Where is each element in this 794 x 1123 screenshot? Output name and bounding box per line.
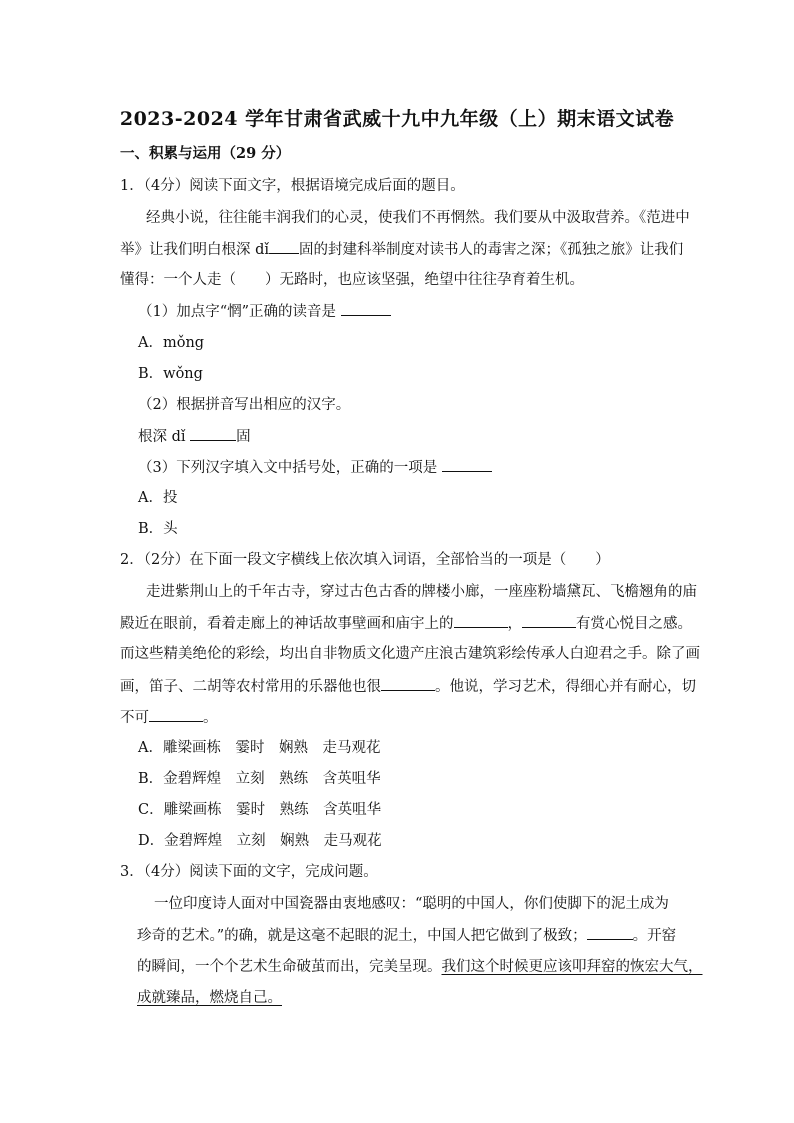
q2-passage-line-3: 而这些精美绝伦的彩绘，均出自非物质文化遗产庄浪古建筑彩绘传承人白迎君之手。除了画	[120, 646, 700, 662]
fill-blank	[587, 925, 633, 940]
q1-sub1-option-a: A．mǒng	[138, 335, 205, 351]
fill-blank	[190, 426, 236, 441]
q3-passage-line-4	[137, 988, 282, 1008]
q1-sub-question-1	[138, 301, 391, 322]
q1-passage-line-2-b: 固的封建科举制度对读书人的毒害之深；《孤独之旅》让我们	[299, 242, 684, 258]
q2-passage-line-1: 走进紫荆山上的千年古寺，穿过古色古香的牌楼小廊，一座座粉墙黛瓦、飞檐翘角的庙	[146, 584, 697, 600]
q2-passage-line-2-b: ，	[507, 616, 522, 632]
q2-passage-line-5-b: 。	[203, 710, 218, 726]
fill-blank	[454, 613, 508, 628]
q3-passage-line-2	[137, 925, 676, 946]
q2-option-d: D．金碧辉煌 立刻 娴熟 走马观花	[138, 833, 382, 849]
q1-sub3-text: （3）下列汉字填入文中括号处，正确的一项是	[138, 460, 438, 476]
question-1-stem: 1．（4分）阅读下面文字，根据语境完成后面的题目。	[120, 178, 465, 194]
q1-sub2-answer-line	[138, 426, 251, 447]
q2-option-b: B．金碧辉煌 立刻 熟练 含英咀华	[138, 771, 381, 787]
q3-passage-line-2-a: 珍奇的艺术。”的确，就是这毫不起眼的泥土，中国人把它做到了极致；	[137, 928, 587, 944]
q1-sub1-text: （1）加点字“惘”正确的读音是	[138, 304, 337, 320]
q1-sub-question-2: （2）根据拼音写出相应的汉字。	[138, 397, 351, 413]
q1-sub3-option-a: A．投	[138, 490, 178, 506]
fill-blank	[341, 301, 391, 316]
q2-passage-line-4-b: 。他说，学习艺术，得细心并有耐心，切	[435, 679, 696, 695]
q2-passage-line-2	[120, 613, 692, 634]
section-heading: 一、积累与运用（29 分）	[120, 145, 291, 162]
q2-option-a: A．雕梁画栋 霎时 娴熟 走马观花	[138, 740, 381, 756]
q1-sub3-option-b: B．头	[138, 521, 178, 537]
q3-passage-line-2-b: 。开窑	[632, 928, 677, 944]
question-2-stem: 2．（2分）在下面一段文字横线上依次填入词语，全部恰当的一项是（ ）	[120, 552, 610, 568]
q2-passage-line-4-a: 画，笛子、二胡等农村常用的乐器他也很	[120, 679, 381, 695]
exam-title: 2023-2024 学年甘肃省武威十九中九年级（上）期末语文试卷	[119, 108, 675, 130]
q3-underlined-sentence-part-2: 成就臻品，燃烧自己。	[137, 990, 282, 1006]
q2-passage-line-4	[120, 676, 696, 697]
q3-passage-line-3	[137, 957, 703, 977]
q1-passage-line-1: 经典小说，往往能丰润我们的心灵，使我们不再惘然。我们要从中汲取营养。《范进中	[146, 210, 690, 226]
q1-sub2-line-b: 固	[236, 429, 251, 445]
question-3-stem: 3．（4分）阅读下面的文字，完成问题。	[120, 864, 378, 880]
fill-blank	[522, 613, 576, 628]
q1-sub-question-3	[138, 457, 492, 478]
fill-blank	[269, 239, 299, 254]
q2-passage-line-5	[120, 707, 218, 728]
q1-passage-line-3: 懂得：一个人走（ ）无路时，也应该坚强，绝望中往往孕育着生机。	[120, 272, 584, 288]
q2-passage-line-5-a: 不可	[120, 710, 149, 726]
q3-underlined-sentence-part-1: 我们这个时候更应该叩拜窑的恢宏大气，	[441, 959, 703, 975]
q1-passage-line-2	[120, 239, 683, 260]
q2-passage-line-2-a: 殿近在眼前，看着走廊上的神话故事壁画和庙宇上的	[120, 616, 454, 632]
fill-blank	[381, 676, 435, 691]
fill-blank	[442, 457, 492, 472]
q3-passage-line-1: 一位印度诗人面对中国瓷器由衷地感叹：“聪明的中国人，你们使脚下的泥土成为	[154, 896, 669, 912]
q1-passage-line-2-a: 举》让我们明白根深 dǐ	[120, 242, 270, 258]
q3-passage-line-3-a: 的瞬间，一个个艺术生命破茧而出，完美呈现。	[137, 959, 442, 975]
fill-blank	[149, 707, 203, 722]
q2-passage-line-2-c: 有赏心悦目之感。	[576, 616, 692, 632]
q1-sub1-option-b: B．wǒng	[138, 366, 203, 382]
q2-option-c: C．雕梁画栋 霎时 熟练 含英咀华	[138, 802, 382, 818]
q1-sub2-line-a: 根深 dǐ	[138, 429, 186, 445]
